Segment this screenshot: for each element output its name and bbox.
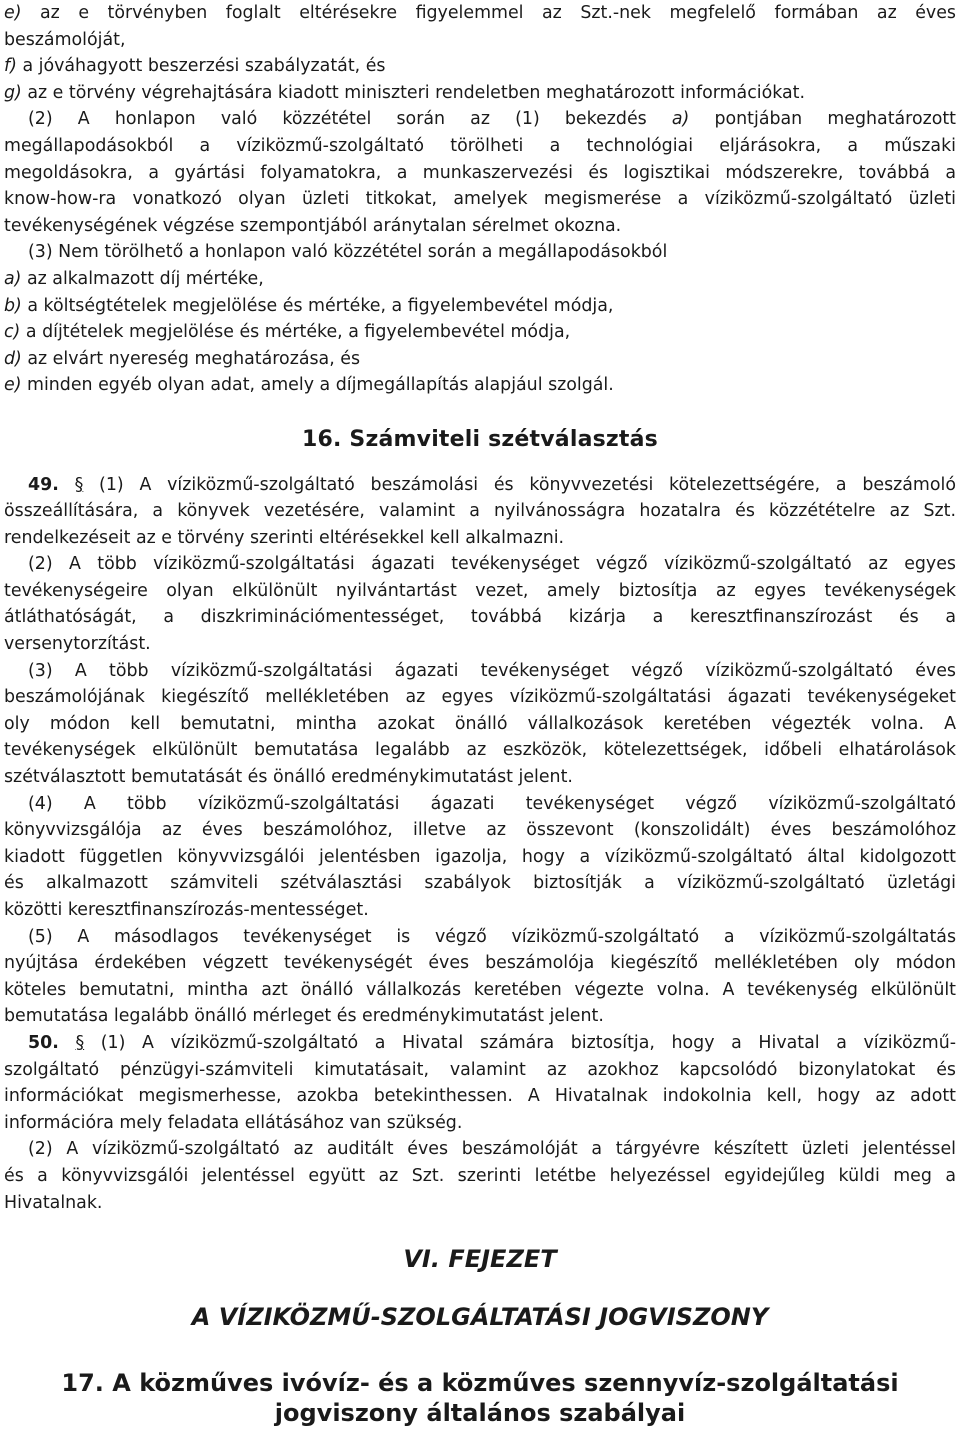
- paragraph-line: megállapodásokból a víziközmű-szolgáltató törölheti a technológiai eljárásokra, a műszaki: [4, 135, 956, 156]
- section-sign-link[interactable]: §: [74, 474, 84, 495]
- chapter-title: A VÍZIKÖZMŰ-SZOLGÁLTATÁSI JOGVISZONY: [191, 1303, 769, 1332]
- list-item: a) az alkalmazott díj mértéke,: [4, 268, 264, 289]
- paragraph-line: rendelkezéseit az e törvény szerinti eltérésekkel kell alkalmazni.: [4, 527, 565, 548]
- paragraph-line: bemutatása legalább önálló mérleget és eredménykimutatást jelent.: [4, 1006, 604, 1027]
- paragraph-line: (2) A víziközmű-szolgáltató az auditált éves beszámolóját a tárgyévre készített üzleti jelentéssel: [28, 1139, 956, 1160]
- paragraph-line: 50. § (1) A víziközmű-szolgáltató a Hivatal számára biztosítja, hogy a Hivatal a víziközmű-: [28, 1032, 957, 1053]
- section-number: 49.: [28, 474, 59, 495]
- section-sign-link[interactable]: §: [75, 1032, 85, 1053]
- paragraph-line: és alkalmazott számviteli szétválasztási szabályok biztosítják a víziközmű-szolgáltató üzletági: [4, 873, 956, 894]
- section-heading-17-line1: 17. A közműves ivóvíz- és a közműves szennyvíz-szolgáltatási: [61, 1369, 899, 1398]
- list-item: e) minden egyéb olyan adat, amely a díjmegállapítás alapjául szolgál.: [4, 375, 614, 396]
- list-item: d) az elvárt nyereség meghatározása, és: [4, 348, 361, 369]
- paragraph-line: (4) A több víziközmű-szolgáltatási ágazati tevékenységet végző víziközmű-szolgáltató: [28, 793, 956, 814]
- paragraph-line: szétválasztott bemutatását és önálló eredménykimutatást jelent.: [4, 767, 573, 788]
- paragraph-3: [4, 239, 956, 399]
- paragraph-intro: (3) Nem törölhető a honlapon való közzététel során a megállapodásokból: [28, 242, 668, 263]
- paragraph-line: tevékenységének végzése szempontjából aránytalan sérelmet okozna.: [4, 215, 622, 236]
- section-50: [4, 1030, 956, 1216]
- paragraph-line: szolgáltató pénzügyi-számviteli kimutatásait, valamint az azokhoz kapcsolódó bizonylatokat és: [4, 1059, 956, 1080]
- list-item-e-cont: beszámolóját,: [4, 29, 126, 50]
- section-heading-16: 16. Számviteli szétválasztás: [302, 426, 658, 452]
- list-item: c) a díjtételek megjelölése és mértéke, a figyelembevétel módja,: [4, 322, 571, 343]
- paragraph-line: (3) A több víziközmű-szolgáltatási ágazati tevékenységet végző víziközmű-szolgáltató éves: [28, 660, 956, 681]
- chapter-number: VI. FEJEZET: [403, 1245, 557, 1274]
- section-heading-17-line2: jogviszony általános szabályai: [274, 1399, 686, 1428]
- paragraph-line: 49. § (1) A víziközmű-szolgáltató beszámolási és könyvvezetési kötelezettségére, a beszámoló: [28, 474, 956, 495]
- paragraph-line: (5) A másodlagos tevékenységet is végző víziközmű-szolgáltató a víziközmű-szolgáltatás: [28, 926, 956, 947]
- section-49: [4, 472, 956, 1030]
- paragraph-line: kiadott független könyvvizsgálói jelentésben igazolja, hogy a víziközmű-szolgáltató által kidolgozott: [4, 846, 956, 867]
- paragraph-line: tevékenységek elkülönült bemutatása legalább az eszközök, kötelezettségek, időbeli elhatárolások: [4, 740, 956, 761]
- list-item-g: g) az e törvény végrehajtására kiadott miniszteri rendeletben meghatározott információkat.: [4, 82, 806, 103]
- paragraph-line: köteles bemutatni, mintha azt önálló vállalkozás keretében végezte volna. A tevékenység elkülönült: [4, 979, 956, 1000]
- paragraph-2: [4, 106, 956, 239]
- paragraph-line: könyvvizsgálója az éves beszámolóhoz, illetve az összevont (konszolidált) éves beszámolóhoz: [4, 820, 956, 841]
- paragraph-line: (2) A honlapon való közzététel során az (1) bekezdés a) pontjában meghatározott: [28, 109, 956, 130]
- list-item-e: e) az e törvényben foglalt eltérésekre figyelemmel az Szt.-nek megfelelő formában az éves: [4, 3, 956, 23]
- paragraph-line: közötti keresztfinanszírozás-mentességet.: [4, 900, 369, 920]
- section-heading-17: [4, 1368, 956, 1428]
- paragraph-line: információkat megismerhesse, azokba betekinthessen. A Hivatalnak indokolnia kell, hogy az adott: [4, 1086, 956, 1107]
- paragraph-line: versenytorzítást.: [4, 634, 151, 655]
- top-list: [4, 0, 956, 106]
- paragraph-line: nyújtása érdekében végzett tevékenységét éves beszámolója kiegészítő mellékletében oly módon: [4, 953, 956, 974]
- paragraph-line: Hivatalnak.: [4, 1192, 103, 1213]
- paragraph-line: tevékenységeire olyan elkülönült nyilvántartást vezet, amely biztosítja az egyes tevékenységek: [4, 580, 956, 601]
- paragraph-line: információra mely feladata ellátásához van szükség.: [4, 1112, 463, 1133]
- paragraph-line: know-how-ra vonatkozó olyan üzleti titkokat, amelyek megismerése a víziközmű-szolgáltató üzleti: [4, 189, 956, 210]
- paragraph-line: és a könyvvizsgálói jelentéssel együtt az Szt. szerinti letétbe helyezéssel egyidejűleg küldi meg a: [4, 1165, 956, 1186]
- paragraph-line: (2) A több víziközmű-szolgáltatási ágazati tevékenységet végző víziközmű-szolgáltató az egyes: [28, 554, 956, 575]
- paragraph-line: beszámolójának kiegészítő mellékletében az egyes víziközmű-szolgáltatási ágazati tevékenységeket: [4, 687, 956, 708]
- paragraph-line: átláthatóságát, a diszkriminációmentességet, továbbá kizárja a keresztfinanszírozást és a: [4, 607, 956, 628]
- section-number: 50.: [28, 1032, 59, 1053]
- list-item-f: f) a jóváhagyott beszerzési szabályzatát, és: [4, 56, 386, 77]
- list-item: b) a költségtételek megjelölése és mértéke, a figyelembevétel módja,: [4, 295, 614, 316]
- paragraph-line: összeállítására, a könyvek vezetésére, valamint a nyilvánosságra hozatalra és közzétételre az Szt.: [4, 501, 956, 522]
- paragraph-line: megoldásokra, a gyártási folyamatokra, a munkaszervezési és logisztikai módszerekre, továbbá a: [4, 162, 956, 183]
- paragraph-line: oly módon kell bemutatni, mintha azokat önálló vállalkozások keretében végezték volna. A: [4, 713, 956, 734]
